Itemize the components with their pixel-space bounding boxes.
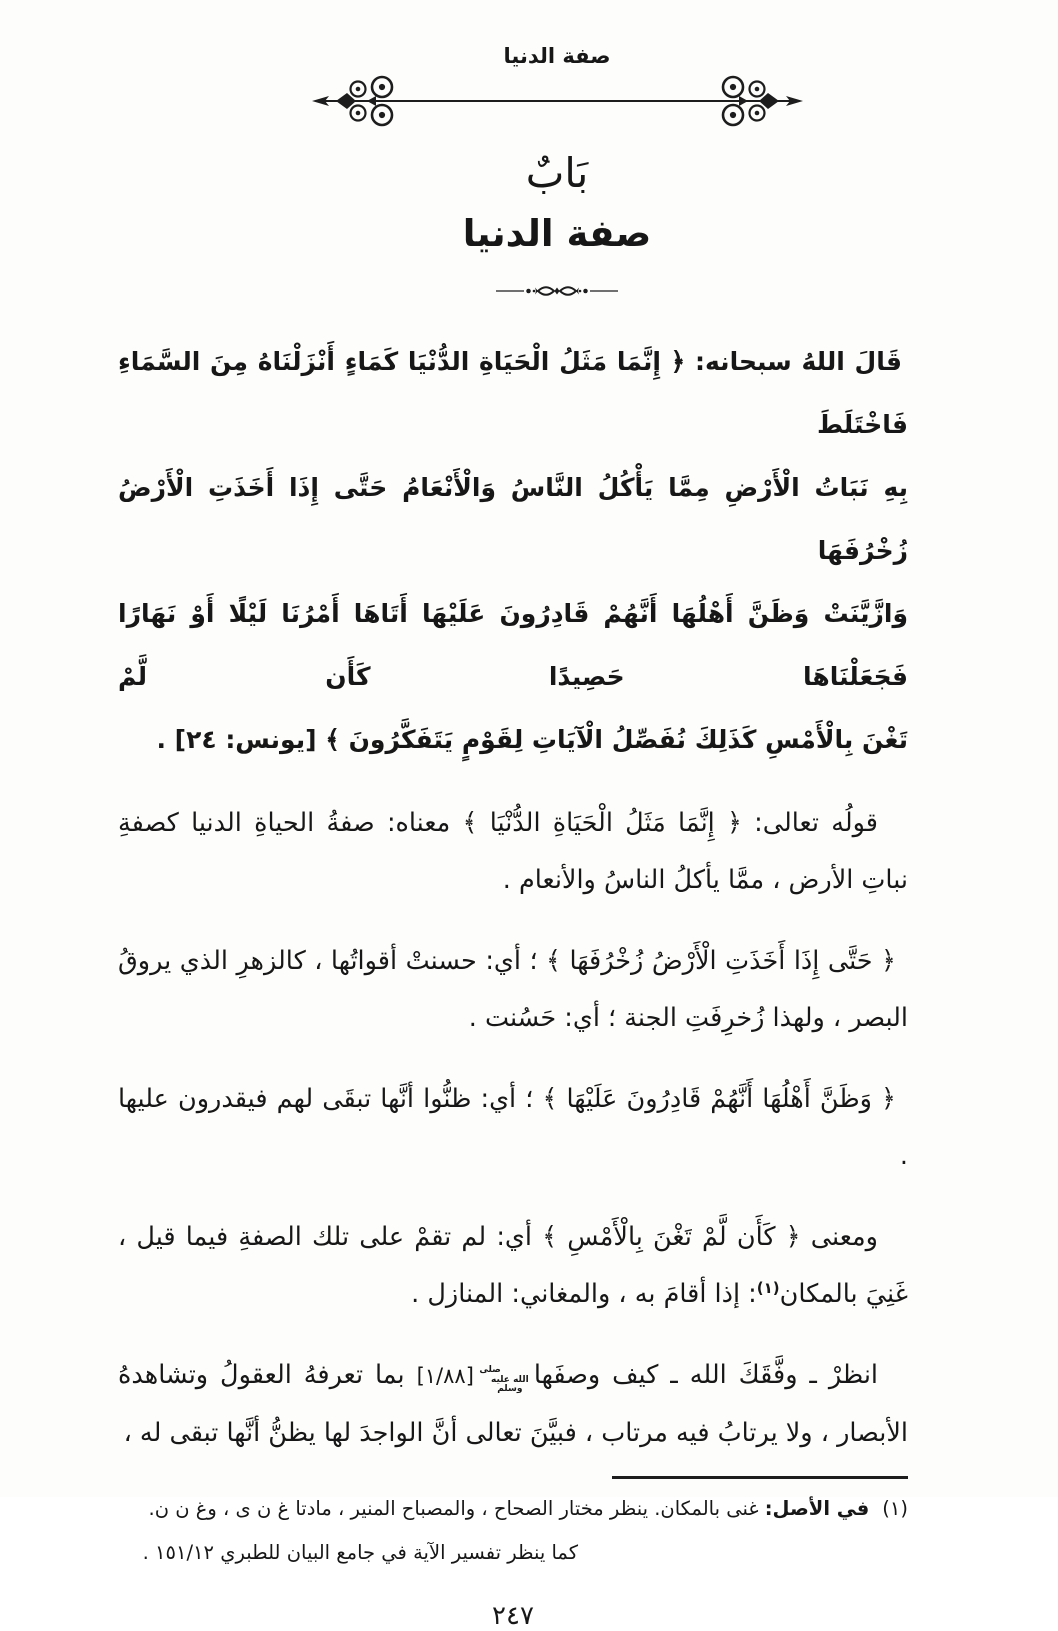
paragraph-text: ومعنى ﴿ كَأَن لَّمْ تَغْنَ بِالْأَمْسِ ﴾ أي: لم تقمْ على تلك الصفةِ فيما قيل ، غَنِيَ بالمكان xyxy=(118,1222,908,1309)
verse-line: قَالَ اللهُ سبحانه: ﴿ إِنَّمَا مَثَلُ الْحَيَاةِ الدُّنْيَا كَمَاءٍ أَنْزَلْنَاهُ مِنَ السَّمَاءِ فَاخْتَلَطَ xyxy=(118,347,908,439)
folio-reference: [١/٨٨] xyxy=(416,1364,474,1388)
chapter-title: صفة الدنيا xyxy=(462,212,652,255)
tafsir-paragraph-2: ﴿ حَتَّى إِذَا أَخَذَتِ الْأَرْضُ زُخْرُفَهَا ﴾ ؛ أي: حسنتْ أقواتُها ، كالزهرِ الذي يروقُ البصر ، ولهذا زُخرِفَتِ الجنة ؛ أي: حَسُنت . xyxy=(118,946,908,1033)
verse-line: تَغْنَ بِالْأَمْسِ كَذَلِكَ نُفَصِّلُ الْآيَاتِ لِقَوْمٍ يَتَفَكَّرُونَ ﴾ [يونس: ٢٤] . xyxy=(156,725,908,754)
chapter-divider-ornament-icon xyxy=(495,276,619,306)
paragraph-text: : إذا أقامَ به ، والمغاني: المنازل . xyxy=(411,1279,757,1309)
footnote-line-1 xyxy=(118,1487,908,1531)
running-head: صفة الدنيا xyxy=(503,44,611,68)
footnote-line-2: كما ينظر تفسير الآية في جامع البيان للطبري ١٥١/١٢ . xyxy=(142,1541,578,1564)
tafsir-paragraph-3: ﴿ وَظَنَّ أَهْلُهَا أَنَّهُمْ قَادِرُونَ عَلَيْهَا ﴾ ؛ أي: ظنُّوا أنَّها تبقَى لهم فيقدرون عليها . xyxy=(118,1084,908,1171)
tafsir-paragraph-1: قولُه تعالى: ﴿ إِنَّمَا مَثَلُ الْحَيَاةِ الدُّنْيَا ﴾ معناه: صفةُ الحياةِ الدنيا كصفةِ نباتِ الأرض ، ممَّا يأكلُ الناسُ والأنعام . xyxy=(118,808,908,895)
tafsir-paragraph-4 xyxy=(118,1209,908,1323)
footnote-text xyxy=(149,1487,870,1531)
header-rule-ornament-icon xyxy=(310,74,805,128)
bab-heading: بَابٌ xyxy=(525,149,589,197)
front-matter xyxy=(162,42,952,306)
footnote-marker: (١) xyxy=(882,1497,908,1520)
footnote-reference-mark: (١) xyxy=(756,1279,780,1297)
paragraph-text: انظرْ ـ وفَّقَكَ الله ـ كيف وصفَها xyxy=(533,1360,879,1390)
honorific-saw-icon: صلى الله عليه وسلم xyxy=(479,1365,529,1394)
quran-verse-block xyxy=(118,330,908,771)
footnote-separator xyxy=(612,1476,908,1479)
footnote-rest: غنى بالمكان. ينظر مختار الصحاح ، والمصباح المنير ، مادتا غ ن ى ، وغ ن ن. xyxy=(148,1497,759,1520)
page-number: ٢٤٧ xyxy=(492,1601,534,1631)
footnote-lead: في الأصل: xyxy=(764,1497,870,1520)
verse-line: وَازَّيَّنَتْ وَظَنَّ أَهْلُهَا أَنَّهُمْ قَادِرُونَ عَلَيْهَا أَتَاهَا أَمْرُنَا لَيْلًا أَوْ نَهَارًا فَجَعَلْنَاهَا حَصِيدًا كَأَن لَّمْ xyxy=(118,599,908,691)
verse-line: بِهِ نَبَاتُ الْأَرْضِ مِمَّا يَأْكُلُ النَّاسُ وَالْأَنْعَامُ حَتَّى إِذَا أَخَذَتِ الْأَرْضُ زُخْرُفَهَا xyxy=(118,473,908,565)
paragraph-text: بما تعرفهُ العقولُ وتشاهدهُ الأبصار ، ولا يرتابُ فيه مرتاب ، فبيَّنَ تعالى أنَّ الواجدَ لها يظنُّ أنَّها تبقى له ، xyxy=(118,1360,908,1448)
tafsir-paragraph-5 xyxy=(118,1347,908,1462)
footnote xyxy=(118,1487,908,1575)
